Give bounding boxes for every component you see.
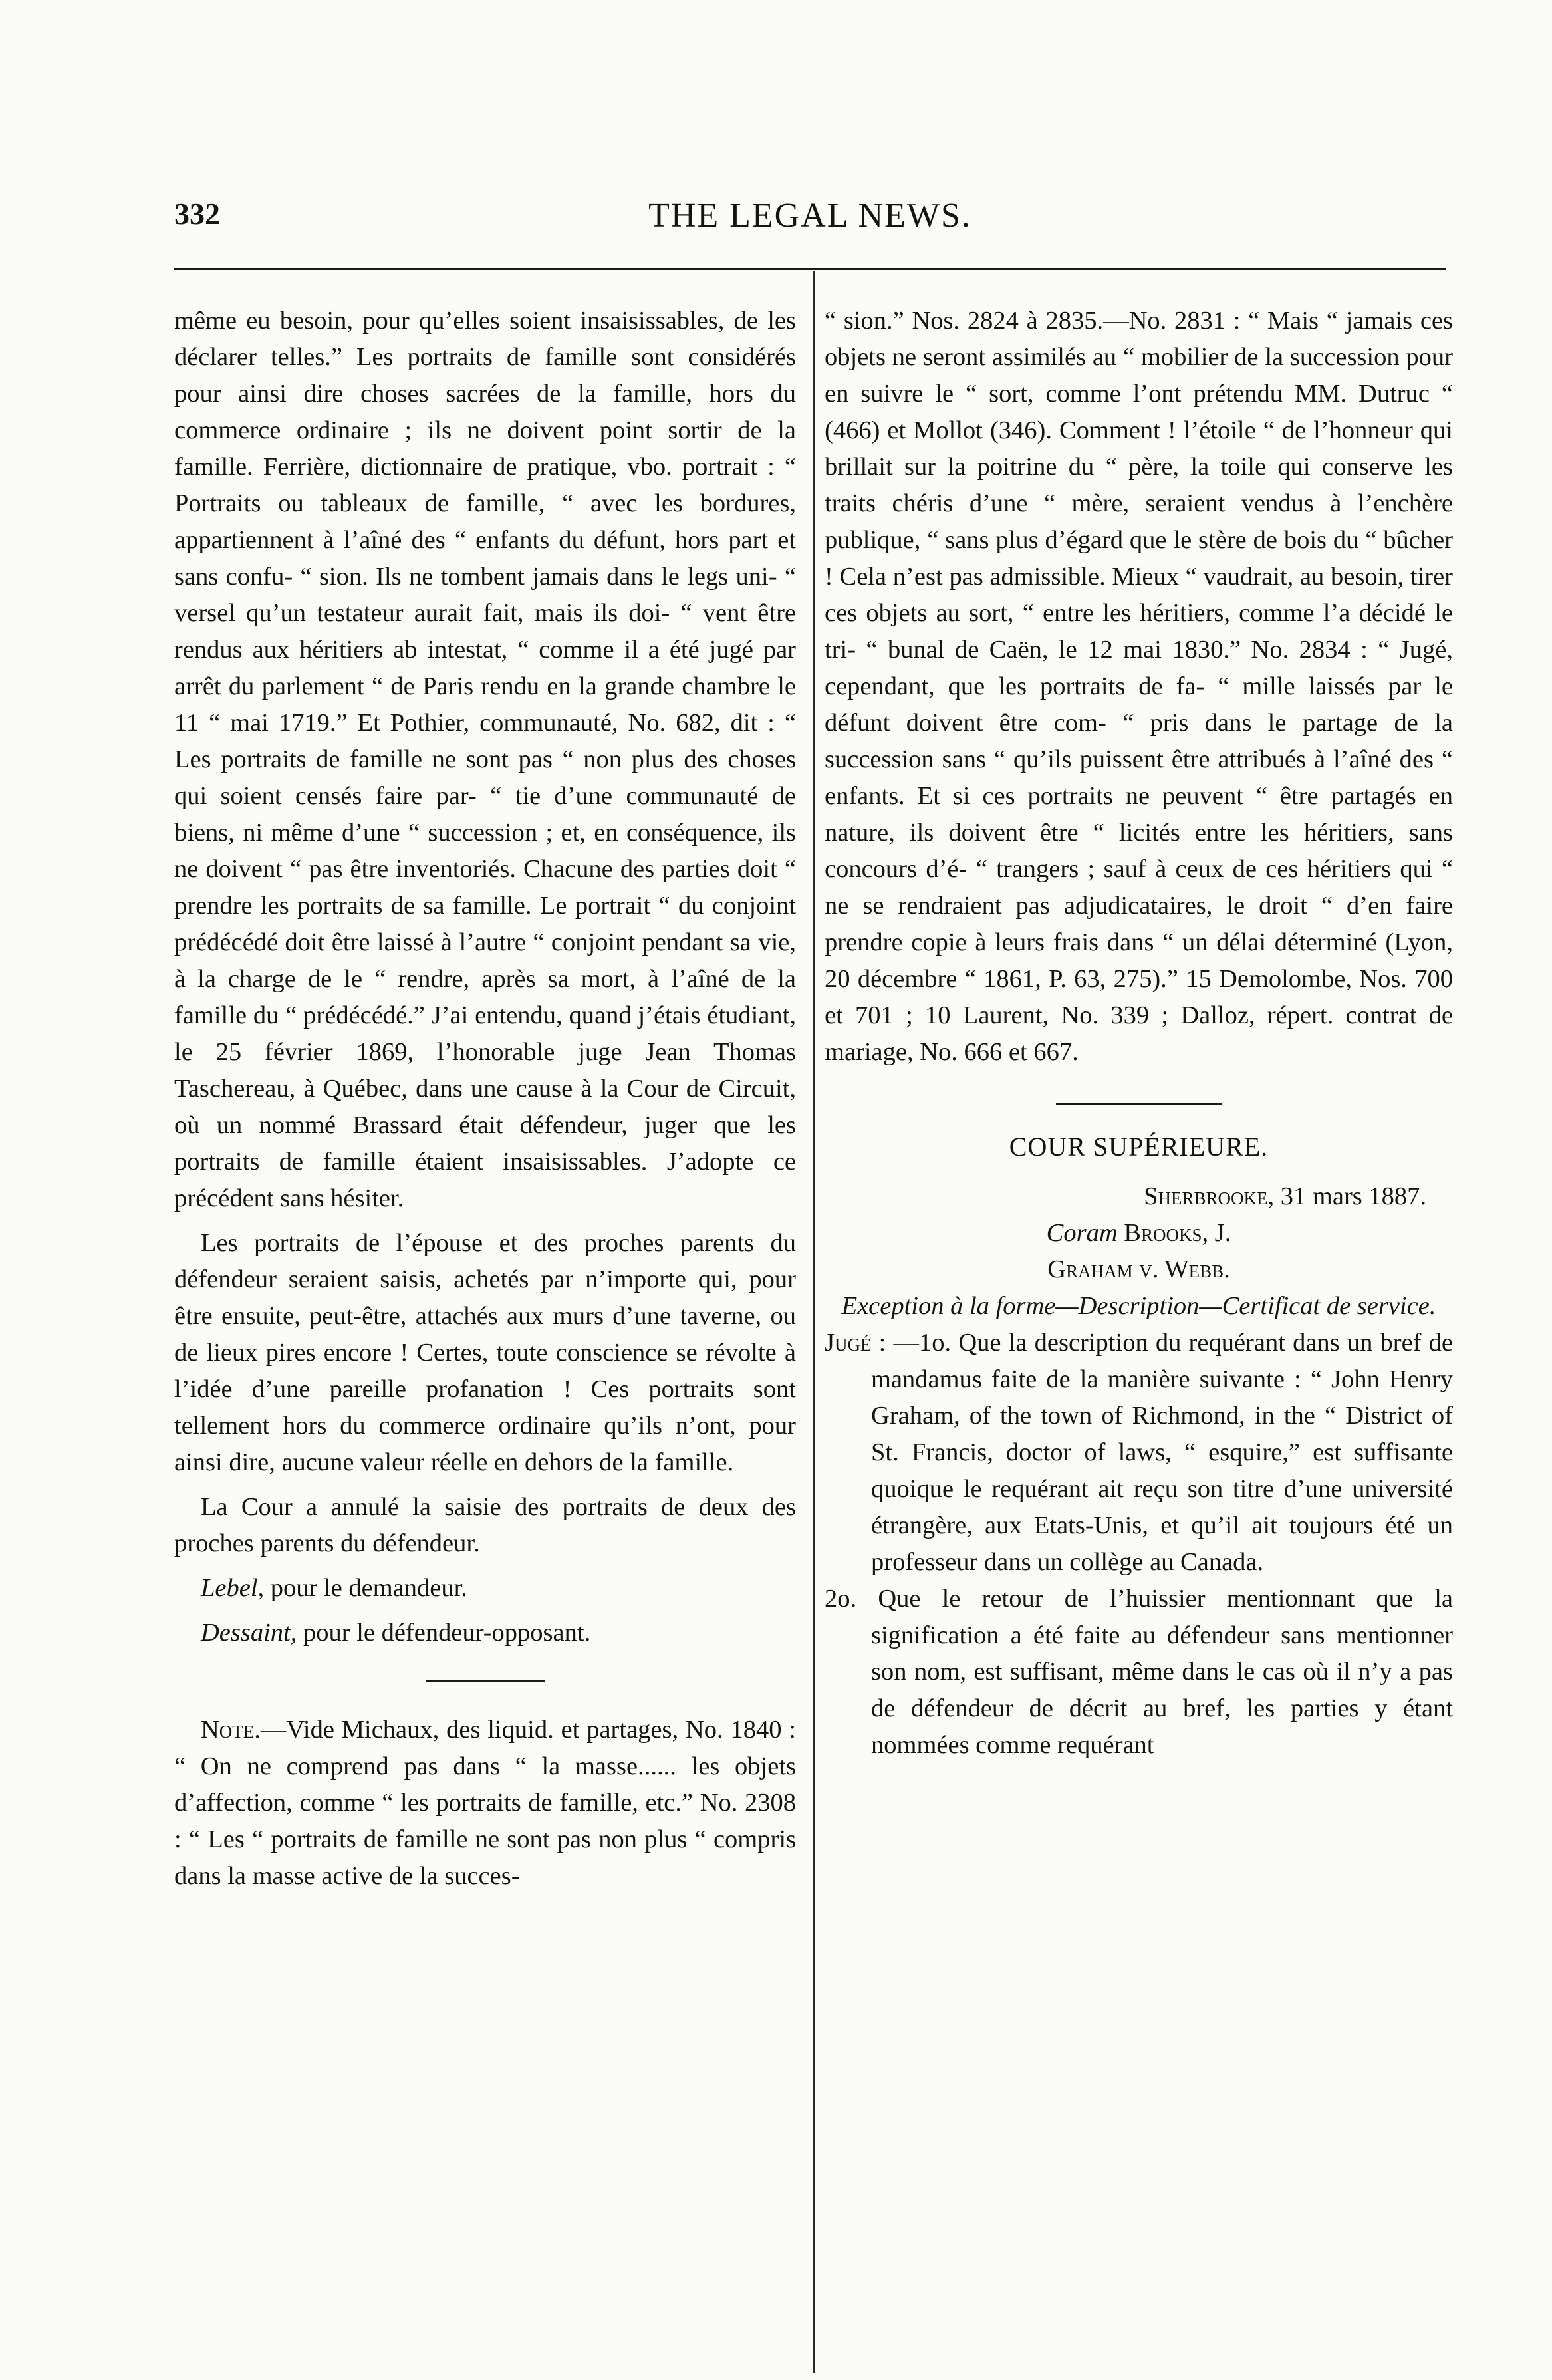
counsel-defendant [174,1615,796,1651]
page-number: 332 [174,197,220,231]
page-header [174,196,1446,249]
coram-line [825,1215,1453,1252]
column-divider [813,271,815,2373]
case-subject: Exception à la forme—Description—Certificat de service. [841,1292,1436,1320]
holding-1-text: —1o. Que la description du requérant dans un bref de mandamus faite de la manière suivante : “ John Henry Graham, of the town of Richmond, in the “ District of St. Francis, doctor of laws, “ esquire,” est suffisante quoique le requérant ait reçu son titre d’une université étrangère, aux Etats-Unis, et qu’il ait toujours été un professeur dans un collège au Canada. [871,1329,1453,1576]
note-paragraph [174,1712,796,1895]
court-title: COUR SUPÉRIEURE. [1009,1132,1269,1162]
coram-suffix: J. [1208,1219,1231,1247]
holding-1 [825,1325,1453,1581]
section-rule [1056,1103,1222,1105]
header-rule [174,268,1446,270]
coram-word: Coram [1046,1219,1118,1247]
counsel-defendant-role: pour le défendeur-opposant. [297,1619,591,1647]
opinion-paragraph-3: La Cour a annulé la saisie des portraits de deux des proches parents du défendeur. [174,1493,796,1557]
counsel-plaintiff-role: pour le demandeur. [264,1574,467,1602]
note-text: —Vide Michaux, des liquid. et partages, No. 1840 : “ On ne comprend pas dans “ la masse...... les objets d’affection, comme “ les portraits de famille, etc.” No. 2308 : “ Les “ portraits de famille ne sont pas non plus “ compris dans la masse active de la succes- [174,1716,796,1890]
dateline-date: 31 mars 1887. [1274,1182,1426,1210]
opinion-paragraph-2: Les portraits de l’épouse et des proches parents du défendeur seraient saisis, achetés par n’importe qui, pour être ensuite, peut-être, attachés aux murs d’une taverne, ou de lieux pires encore ! Certes, toute conscience se révolte à l’idée d’une pareille profanation ! Ces portraits sont tellement hors du commerce ordinaire qu’ils n’ont, pour ainsi dire, aucune valeur réelle en dehors de la famille. [174,1229,796,1476]
counsel-plaintiff [174,1570,796,1607]
holding-2: 2o. Que le retour de l’huissier mentionnant que la signification a été faite au défendeur sans mentionner son nom, est suffisant, même dans le cas où il n’y a pas de défendeur de décrit au bref, les parties y étant nommées comme requérant [825,1585,1453,1759]
case-name: Graham v. Webb. [1047,1256,1230,1283]
coram-judge: Brooks, [1124,1219,1209,1247]
note-label: Note. [201,1716,261,1744]
holding-label: Jugé : [825,1329,886,1357]
right-column [825,303,1453,1764]
note-continuation: “ sion.” Nos. 2824 à 2835.—No. 2831 : “ Mais “ jamais ces objets ne seront assimilés au “ mobilier de la succession pour en suivre le “ sort, comme l’ont prétendu MM. Dutruc “ (466) et Mollot (346). Comment ! l’étoile “ de l’honneur qui brillait sur la poitrine du “ père, la toile qui conserve les traits chéris d’une “ mère, seraient vendus à l’enchère publique, “ sans plus d’égard que le stère de bois du “ bûcher ! Cela n’est pas admissible. Mieux “ vaudrait, au besoin, tirer ces objets au sort, “ entre les héritiers, comme l’a décidé le tri- “ bunal de Caën, le 12 mai 1830.” No. 2834 : “ Jugé, cependant, que les portraits de fa- “ mille laissés par le défunt doivent être com- “ pris dans le partage de la succession sans “ qu’ils puissent être attribués à l’aîné des “ enfants. Et si ces portraits ne peuvent “ être partagés en nature, ils doivent être “ licités entre les héritiers, sans concours d’é- “ trangers ; sauf à ceux de ces héritiers qui “ ne se rendraient pas adjudicataires, le droit “ d’en faire prendre copie à leurs frais dans “ un délai déterminé (Lyon, 20 décembre “ 1861, P. 63, 275).” 15 Demolombe, Nos. 700 et 701 ; 10 Laurent, No. 339 ; Dalloz, répert. contrat de mariage, No. 666 et 667. [825,307,1453,1066]
dateline [825,1178,1453,1215]
counsel-defendant-name: Dessaint, [201,1619,297,1647]
running-title: THE LEGAL NEWS. [648,197,971,235]
opinion-paragraph-1: même eu besoin, pour qu’elles soient insaisissables, de les déclarer telles.” Les portraits de famille sont considérés pour ainsi dire choses sacrées de la famille, hors du commerce ordinaire ; ils ne doivent point sortir de la famille. Ferrière, dictionnaire de pratique, vbo. portrait : “ Portraits ou tableaux de famille, “ avec les bordures, appartiennent à l’aîné des “ enfants du défunt, hors part et sans confu- “ sion. Ils ne tombent jamais dans le legs uni- “ versel qu’un testateur aurait fait, mais ils doi- “ vent être rendus aux héritiers ab intestat, “ comme il a été jugé par arrêt du parlement “ de Paris rendu en la grande chambre le 11 “ mai 1719.” Et Pothier, communauté, No. 682, dit : “ Les portraits de famille ne sont pas “ non plus des choses qui soient censés faire par- “ tie d’une communauté de biens, ni même d’une “ succession ; et, en conséquence, ils ne doivent “ pas être inventoriés. Chacune des parties doit “ prendre les portraits de sa famille. Le portrait “ du conjoint prédécédé doit être laissé à l’autre “ conjoint pendant sa vie, à la charge de le “ rendre, après sa mort, à l’aîné de la famille du “ prédécédé.” J’ai entendu, quand j’étais étudiant, le 25 février 1869, l’honorable juge Jean Thomas Taschereau, à Québec, dans une cause à la Cour de Circuit, où un nommé Brassard était défendeur, juger que les portraits de famille étaient insaisissables. J’adopte ce précédent sans hésiter. [174,307,796,1212]
left-column [174,303,796,1895]
counsel-plaintiff-name: Lebel, [201,1574,265,1602]
section-rule [426,1680,545,1682]
dateline-place: Sherbrooke, [1144,1182,1275,1210]
